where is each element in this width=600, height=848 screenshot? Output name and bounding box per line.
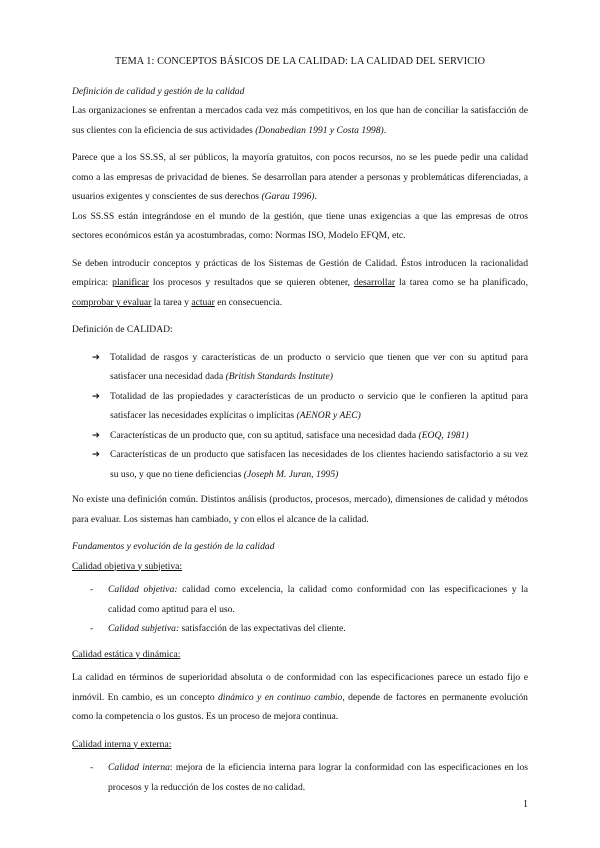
dash-icon: - (90, 584, 94, 595)
paragraph-ssss-gestion: Los SS.SS están integrándose en el mundo de la gestión, que tiene unas exigencias a que las empresas de otros sectores económicos están ya acostumbradas, como: Normas ISO, Modelo EFQM, etc. (72, 210, 528, 241)
dash-icon: - (90, 762, 94, 773)
citation: (Garau 1996) (261, 191, 315, 202)
arrow-icon: ➔ (92, 351, 101, 363)
section-heading-fundamentos: Fundamentos y evolución de la gestión de la calidad (72, 541, 275, 552)
objetiva-subjetiva-list (72, 580, 528, 639)
list-item: ➔ Totalidad de rasgos y características de un producto o servicio que tienen que ver con su aptitud para satisfacer una necesidad dada (British Standards Institute) (92, 348, 528, 387)
list-item: - Calidad objetiva: calidad como excelencia, la calidad como conformidad con las especificaciones y la calidad como aptitud para el uso. (90, 580, 528, 619)
list-item: - Calidad subjetiva: satisfacción de las expectativas del cliente. (90, 619, 528, 639)
list-item: ➔ Características de un producto que satisfacen las necesidades de los clientes haciendo satisfactorio a su vez su uso, y que no tiene deficiencias (Joseph M. Juran, 1995) (92, 445, 528, 484)
citation: (Donabedian 1991 y Costa 1998) (255, 124, 384, 136)
document-title: TEMA 1: CONCEPTOS BÁSICOS DE LA CALIDAD: LA CALIDAD DEL SERVICIO (114, 56, 486, 67)
subheading-objetiva-subjetiva: Calidad objetiva y subjetiva: (72, 560, 183, 572)
paragraph-calidad-dinamica: La calidad en términos de superioridad absoluta o de conformidad con las especificaciones parece un estado fijo e inmóvil. En cambio, es un concepto dinámico y en continuo cambio, depende de factores en permanente evolución como la competencia o los gustos. Es un proceso de mejora continua. (72, 672, 528, 722)
arrow-icon: ➔ (92, 429, 101, 441)
paragraph-organizaciones: Las organizaciones se enfrentan a mercados cada vez más competitivos, en los que han de conciliar la satisfacción de sus clientes con la eficiencia de sus actividades (Donabedian 1991 y Costa 1998). (72, 105, 528, 136)
document-page (72, 52, 528, 803)
page-number: 1 (523, 799, 528, 810)
definition-label: Definición de CALIDAD: (72, 324, 173, 335)
list-item: - Calidad interna: mejora de la eficiencia interna para lograr la conformidad con las especificaciones en los procesos y la reducción de los costes de no calidad. (90, 758, 528, 797)
subheading-interna-externa: Calidad interna y externa: (72, 738, 172, 750)
definitions-list (72, 348, 528, 485)
subheading-estatica-dinamica: Calidad estática y dinámica: (72, 648, 181, 660)
paragraph-ssss-publicos: Parece que a los SS.SS, al ser públicos, la mayoría gratuitos, con pocos recursos, no se les puede pedir una calidad como a las empresas de privacidad de bienes. Se desarrollan para atender a personas y problemáticas diferenciadas, a usuarios exigentes y conscientes de sus derechos (Garau 1996). (72, 152, 528, 202)
dash-icon: - (90, 623, 94, 634)
paragraph-no-definicion: No existe una definición común. Distintos análisis (productos, procesos, mercado), dimensiones de calidad y métodos para evaluar. Los sistemas han cambiado, y con ellos el alcance de la calidad. (72, 494, 528, 525)
arrow-icon: ➔ (92, 390, 101, 402)
list-item: ➔ Totalidad de las propiedades y características de un producto o servicio que le confieren la aptitud para satisfacer las necesidades explícitas o implícitas (AENOR y AEC) (92, 387, 528, 426)
list-item: ➔ Características de un producto que, con su aptitud, satisface una necesidad dada (EOQ, 1981) (92, 426, 528, 446)
interna-externa-list (72, 758, 528, 797)
paragraph-sistemas-gestion: Se deben introducir conceptos y prácticas de los Sistemas de Gestión de Calidad. Éstos introducen la racionalidad empírica: planificar los procesos y resultados que se quieren obtener, desarrollar la tarea como se ha planificado, comprobar y evaluar la tarea y actuar en consecuencia. (72, 257, 528, 308)
arrow-icon: ➔ (92, 449, 101, 460)
section-heading-definition: Definición de calidad y gestión de la calidad (72, 85, 245, 97)
